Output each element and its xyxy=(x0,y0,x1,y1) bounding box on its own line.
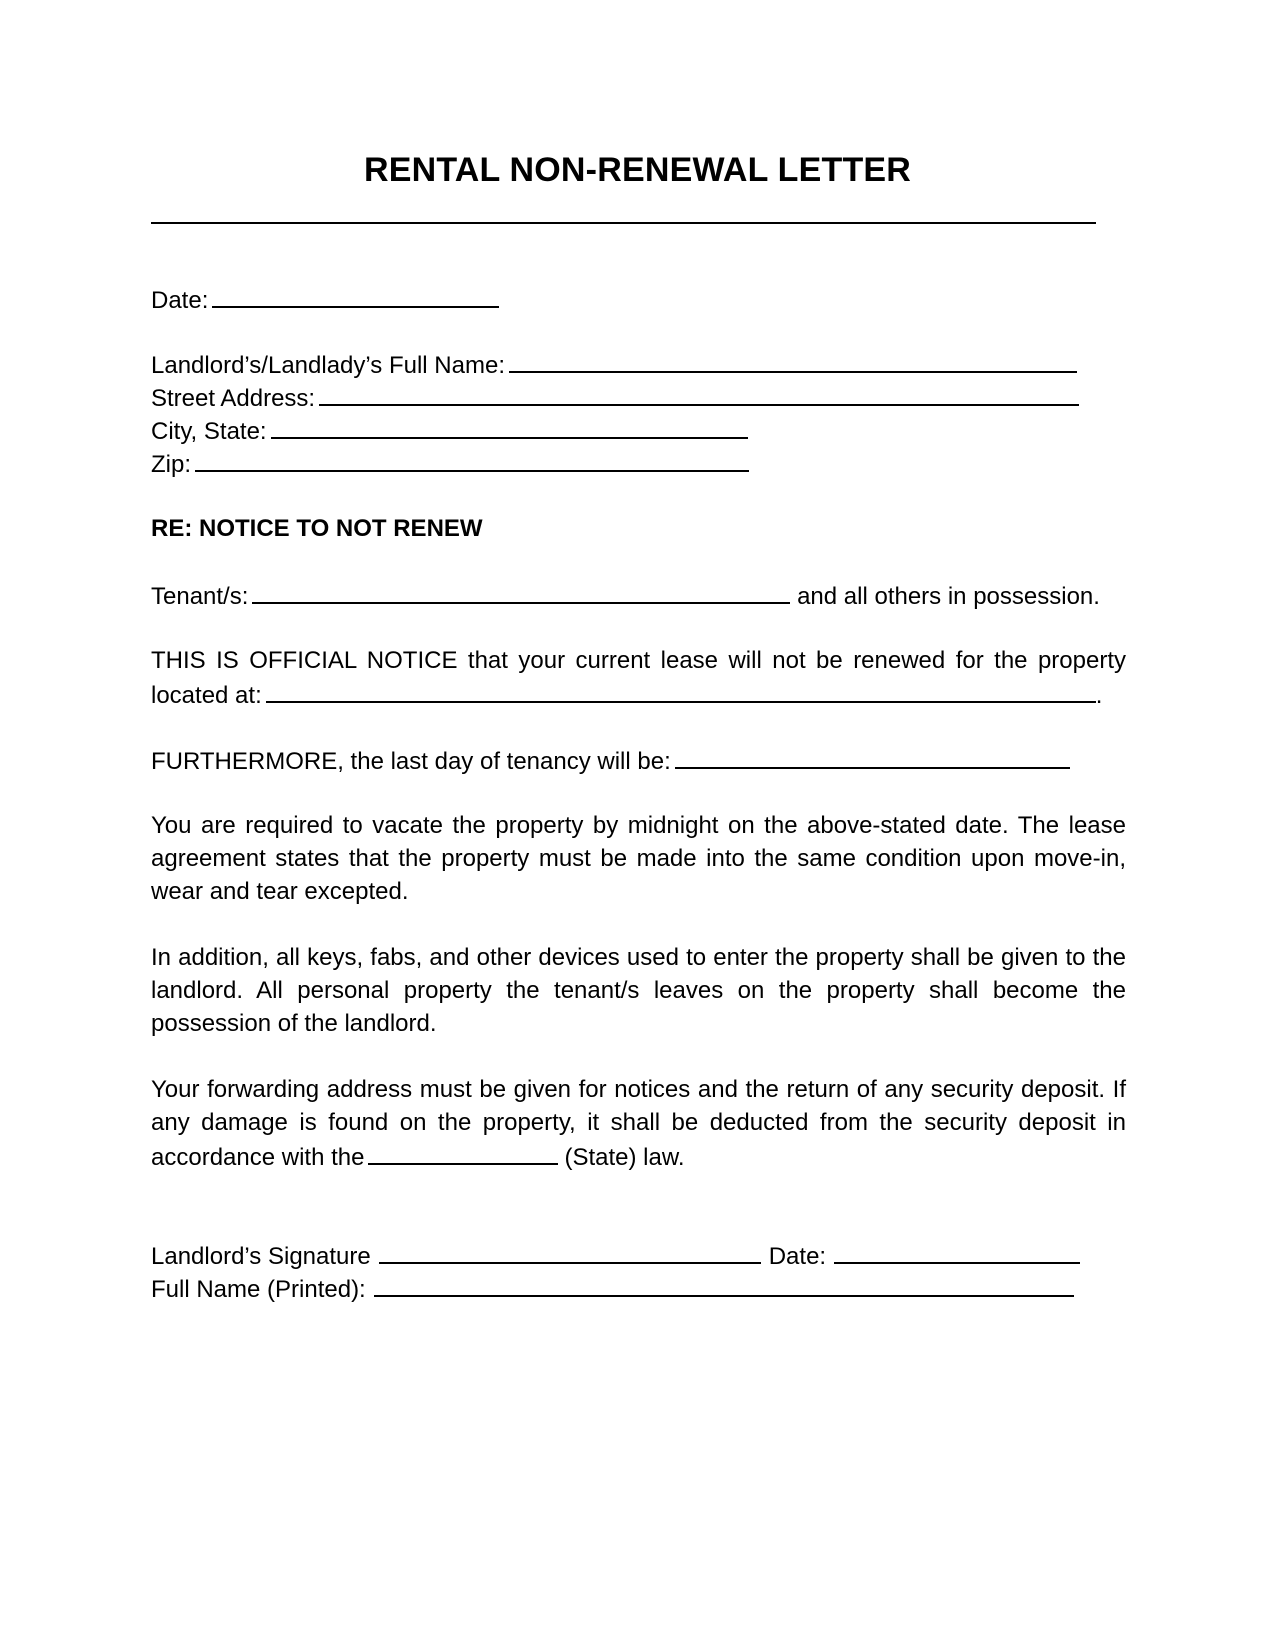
tenants-blank[interactable] xyxy=(252,578,790,604)
signature-date-blank[interactable] xyxy=(834,1238,1080,1264)
printed-name-blank[interactable] xyxy=(374,1271,1074,1297)
street-address-label: Street Address: xyxy=(151,385,316,412)
last-day-label: FURTHERMORE, the last day of tenancy will be: xyxy=(151,748,671,775)
notice-line-1: THIS IS OFFICIAL NOTICE that your current lease will not be renewed for the property xyxy=(151,647,1126,674)
printed-name-label: Full Name (Printed): xyxy=(151,1276,366,1303)
forwarding-paragraph xyxy=(151,1073,1126,1174)
tenants-suffix: and all others in possession. xyxy=(797,583,1100,610)
signature-date-label: Date: xyxy=(768,1243,827,1270)
street-address-row xyxy=(151,380,1079,415)
landlord-name-label: Landlord’s/Landlady’s Full Name: xyxy=(151,352,505,379)
date-row xyxy=(151,282,499,317)
city-state-row xyxy=(151,413,748,448)
forwarding-text: Your forwarding address must be given for notices and the return of any security deposit. If any damage is found on the property, it shall be deducted from the security deposit in accordance with the xyxy=(151,1076,1126,1171)
keys-paragraph: In addition, all keys, fabs, and other devices used to enter the property shall be given to the landlord. All personal property the tenant/s leaves on the property shall become the possession of the landlord. xyxy=(151,944,1126,1037)
city-state-blank[interactable] xyxy=(271,413,748,439)
zip-label: Zip: xyxy=(151,451,192,478)
state-law-text: (State) law. xyxy=(564,1144,685,1171)
vacate-paragraph: You are required to vacate the property by midnight on the above-stated date. The lease agreement states that the property must be made into the same condition upon move-in, wear and tear excepted. xyxy=(151,812,1126,905)
signature-blank[interactable] xyxy=(379,1238,761,1264)
landlord-name-blank[interactable] xyxy=(509,347,1077,373)
re-heading: RE: NOTICE TO NOT RENEW xyxy=(151,515,483,542)
tenants-label: Tenant/s: xyxy=(151,583,249,610)
located-at-label: located at: xyxy=(151,682,262,709)
date-blank[interactable] xyxy=(212,282,499,308)
last-day-blank[interactable] xyxy=(675,743,1070,769)
tenants-row xyxy=(151,578,1100,613)
notice-paragraph xyxy=(151,644,1126,712)
last-day-row xyxy=(151,743,1070,778)
zip-blank[interactable] xyxy=(195,446,749,472)
title-divider xyxy=(151,222,1096,224)
landlord-name-row xyxy=(151,347,1077,382)
state-blank[interactable] xyxy=(368,1139,558,1165)
date-label: Date: xyxy=(151,287,209,314)
signature-row xyxy=(151,1238,1080,1273)
signature-label: Landlord’s Signature xyxy=(151,1243,371,1270)
zip-row xyxy=(151,446,749,481)
document-title: RENTAL NON-RENEWAL LETTER xyxy=(363,151,912,189)
printed-name-row xyxy=(151,1271,1074,1306)
city-state-label: City, State: xyxy=(151,418,267,445)
property-address-blank[interactable] xyxy=(266,677,1096,703)
street-address-blank[interactable] xyxy=(319,380,1079,406)
notice-line-2 xyxy=(151,682,1102,709)
notice-period: . xyxy=(1095,682,1103,709)
